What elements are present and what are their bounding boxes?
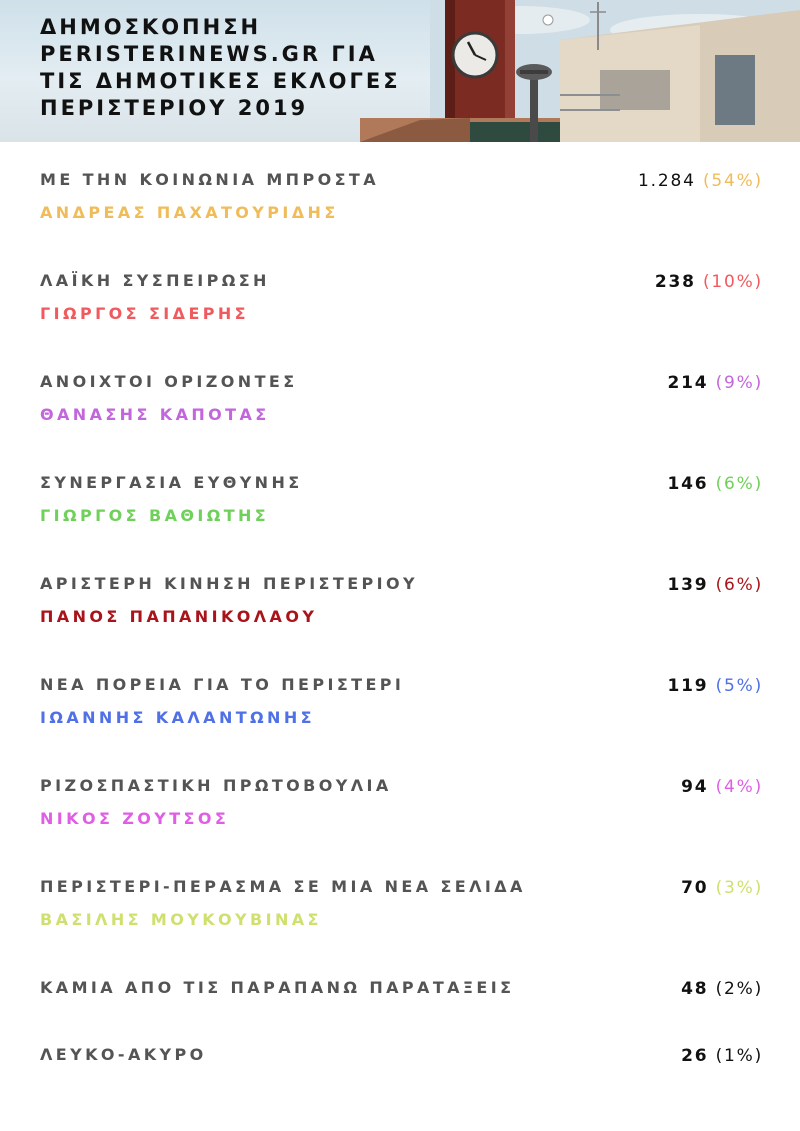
title-line: ΔΗΜΟΣΚΟΠΗΣΗ [40, 15, 262, 39]
result-value [638, 171, 763, 191]
result-row [0, 776, 800, 856]
leader-name: ΓΙΩΡΓΟΣ ΣΙΔΕΡΗΣ [40, 304, 250, 323]
vote-count: 26 [681, 1046, 709, 1066]
vote-percent: (5%) [715, 676, 763, 696]
vote-count: 48 [681, 979, 709, 999]
result-row [0, 1045, 800, 1125]
leader-name: ΝΙΚΟΣ ΖΟΥΤΣΟΣ [40, 809, 230, 828]
party-name: ΡΙΖΟΣΠΑΣΤΙΚΗ ΠΡΩΤΟΒΟΥΛΙΑ [40, 776, 392, 795]
result-row [0, 271, 800, 351]
vote-count: 146 [667, 474, 709, 494]
party-name: ΛΑΪΚΗ ΣΥΣΠΕΙΡΩΣΗ [40, 271, 270, 290]
result-value [667, 676, 763, 696]
title-line: ΠΕΡΙΣΤΕΡΙΟΥ 2019 [40, 96, 309, 120]
party-name: ΠΕΡΙΣΤΕΡΙ-ΠΕΡΑΣΜΑ ΣΕ ΜΙΑ ΝΕΑ ΣΕΛΙΔΑ [40, 877, 526, 896]
result-row [0, 877, 800, 957]
party-name: ΚΑΜΙΑ ΑΠΟ ΤΙΣ ΠΑΡΑΠΑΝΩ ΠΑΡΑΤΑΞΕΙΣ [40, 978, 515, 997]
vote-count: 94 [681, 777, 709, 797]
party-name: ΜΕ ΤΗΝ ΚΟΙΝΩΝΙΑ ΜΠΡΟΣΤΑ [40, 170, 379, 189]
result-row [0, 170, 800, 250]
result-value [667, 575, 763, 595]
leader-name: ΓΙΩΡΓΟΣ ΒΑΘΙΩΤΗΣ [40, 506, 270, 525]
vote-percent: (10%) [702, 272, 763, 292]
vote-count: 70 [681, 878, 709, 898]
result-value [667, 373, 763, 393]
vote-count: 1.284 [638, 171, 696, 191]
vote-count: 119 [667, 676, 709, 696]
leader-name: ΘΑΝΑΣΗΣ ΚΑΠΟΤΑΣ [40, 405, 270, 424]
vote-percent: (54%) [702, 171, 763, 191]
result-row [0, 372, 800, 452]
leader-name: ΠΑΝΟΣ ΠΑΠΑΝΙΚΟΛΑΟΥ [40, 607, 318, 626]
party-name: ΣΥΝΕΡΓΑΣΙΑ ΕΥΘΥΝΗΣ [40, 473, 303, 492]
leader-name: ΙΩΑΝΝΗΣ ΚΑΛΑΝΤΩΝΗΣ [40, 708, 315, 727]
result-value [681, 878, 763, 898]
vote-percent: (6%) [715, 575, 763, 595]
title-line: ΤΙΣ ΔΗΜΟΤΙΚΕΣ ΕΚΛΟΓΕΣ [40, 69, 401, 93]
vote-percent: (1%) [715, 1046, 763, 1066]
title-line: PERISTERINEWS.GR ΓΙΑ [40, 42, 378, 66]
result-value [667, 474, 763, 494]
vote-percent: (6%) [715, 474, 763, 494]
result-row [0, 473, 800, 553]
party-name: ΑΡΙΣΤΕΡΗ ΚΙΝΗΣΗ ΠΕΡΙΣΤΕΡΙΟΥ [40, 574, 418, 593]
result-value [681, 979, 763, 999]
vote-percent: (2%) [715, 979, 763, 999]
vote-percent: (9%) [715, 373, 763, 393]
result-value [655, 272, 763, 292]
party-name: ΝΕΑ ΠΟΡΕΙΑ ΓΙΑ ΤΟ ΠΕΡΙΣΤΕΡΙ [40, 675, 405, 694]
vote-percent: (3%) [715, 878, 763, 898]
result-value [681, 1046, 763, 1066]
vote-percent: (4%) [715, 777, 763, 797]
result-row [0, 574, 800, 654]
vote-count: 139 [667, 575, 709, 595]
result-row [0, 675, 800, 755]
leader-name: ΒΑΣΙΛΗΣ ΜΟΥΚΟΥΒΙΝΑΣ [40, 910, 322, 929]
vote-count: 214 [667, 373, 709, 393]
party-name: ΑΝΟΙΧΤΟΙ ΟΡΙΖΟΝΤΕΣ [40, 372, 298, 391]
result-value [681, 777, 763, 797]
vote-count: 238 [654, 272, 696, 292]
party-name: ΛΕΥΚΟ-ΑΚΥΡΟ [40, 1045, 207, 1064]
leader-name: ΑΝΔΡΕΑΣ ΠΑΧΑΤΟΥΡΙΔΗΣ [40, 203, 339, 222]
